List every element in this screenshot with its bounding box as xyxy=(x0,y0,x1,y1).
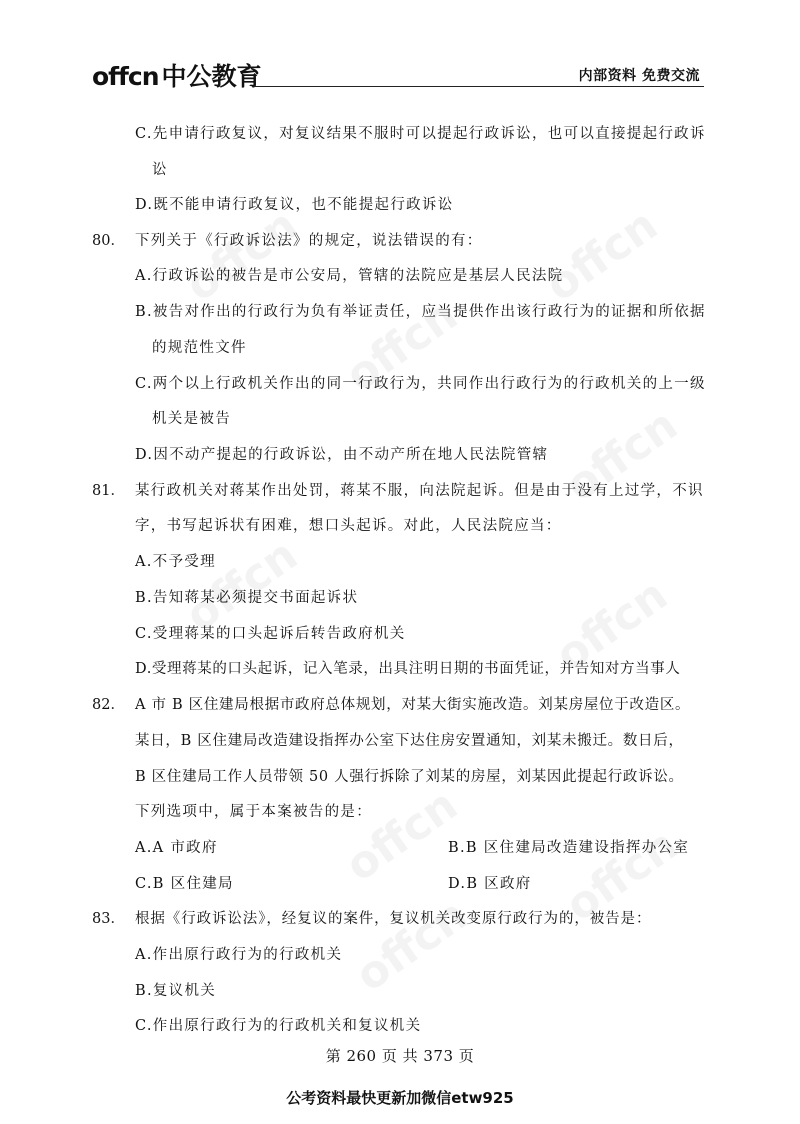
q82-option-d: D.B 区政府 xyxy=(448,876,532,892)
watermark-text xyxy=(177,199,307,311)
q80-option-b-line1: B.被告对作出的行政行为负有举证责任，应当提供作出该行政行为的证据和所依据 xyxy=(135,304,706,320)
question-number: 82． xyxy=(92,697,125,713)
watermark-text xyxy=(537,199,667,311)
question-number: 83． xyxy=(92,911,125,927)
q80-option-c-line2: 机关是被告 xyxy=(152,411,231,427)
logo-chinese: 中公教育 xyxy=(161,62,262,91)
q80-option-b-line2: 的规范性文件 xyxy=(152,340,247,356)
q82-stem-line1: A 市 B 区住建局根据市政府总体规划，对某大街实施改造。刘某房屋位于改造区。 xyxy=(135,697,691,713)
q83-stem: 根据《行政诉讼法》，经复议的案件，复议机关改变原行政行为的，被告是： xyxy=(135,911,652,927)
page-number: 第 260 页 共 373 页 xyxy=(325,1047,475,1065)
q83-option-b: B.复议机关 xyxy=(135,983,217,999)
q81-option-b: B.告知蒋某必须提交书面起诉状 xyxy=(135,590,359,606)
q81-stem-line2: 字，书写起诉状有困难，想口头起诉。对此，人民法院应当： xyxy=(135,518,562,534)
q81-option-a: A.不予受理 xyxy=(135,554,216,570)
q80-stem: 下列关于《行政诉讼法》的规定，说法错误的有： xyxy=(135,233,483,249)
logo-latin: offcn xyxy=(92,62,159,91)
q79-option-d: D.既不能申请行政复议，也不能提起行政诉讼 xyxy=(135,197,454,213)
offcn-logo xyxy=(92,57,262,93)
q82-option-c: C.B 区住建局 xyxy=(135,876,234,892)
question-number: 81． xyxy=(92,483,125,499)
q82-option-b: B.B 区住建局改造建设指挥办公室 xyxy=(448,840,690,856)
q82-option-a: A.A 市政府 xyxy=(135,840,218,856)
q82-stem-line3: B 区住建局工作人员带领 50 人强行拆除了刘某的房屋，刘某因此提起行政诉讼。 xyxy=(135,769,684,785)
question-number: 80． xyxy=(92,233,125,249)
q81-option-d: D.受理蒋某的口头起诉，记入笔录，出具注明日期的书面凭证，并告知对方当事人 xyxy=(135,661,681,677)
q79-option-c-line1: C.先申请行政复议，对复议结果不服时可以提起行政诉讼，也可以直接提起行政诉 xyxy=(135,126,706,142)
q80-option-a: A.行政诉讼的被告是市公安局，管辖的法院应是基层人民法院 xyxy=(135,268,564,284)
header-rule xyxy=(252,86,704,87)
q83-option-c: C.作出原行政行为的行政机关和复议机关 xyxy=(135,1018,422,1034)
q80-option-c-line1: C.两个以上行政机关作出的同一行政行为，共同作出行政行为的行政机关的上一级 xyxy=(135,376,706,392)
q82-stem-line2: 某日，B 区住建局改造建设指挥办公室下达住房安置通知，刘某未搬迁。数日后， xyxy=(135,733,684,749)
header-right-text: 内部资料 免费交流 xyxy=(578,68,700,84)
q80-option-d: D.因不动产提起的行政诉讼，由不动产所在地人民法院管辖 xyxy=(135,447,549,463)
q81-stem-line1: 某行政机关对蒋某作出处罚，蒋某不服，向法院起诉。但是由于没有上过学，不识 xyxy=(135,483,704,499)
q79-option-c-line2: 讼 xyxy=(152,162,168,178)
q81-option-c: C.受理蒋某的口头起诉后转告政府机关 xyxy=(135,626,406,642)
q82-stem-line4: 下列选项中，属于本案被告的是： xyxy=(135,804,372,820)
page-header xyxy=(92,55,704,89)
q83-option-a: A.作出原行政行为的行政机关 xyxy=(135,947,343,963)
promo-note: 公考资料最快更新加微信etw925 xyxy=(286,1089,514,1107)
